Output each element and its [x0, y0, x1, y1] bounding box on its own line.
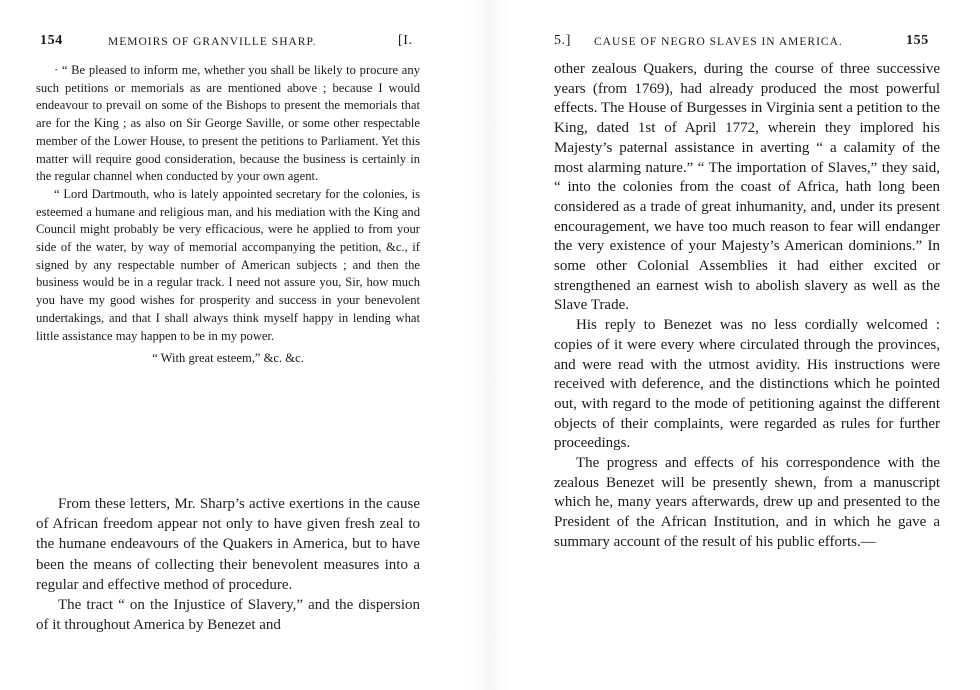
left-running-header	[36, 34, 424, 54]
body-paragraph: His reply to Benezet was no less cordially welcomed : copies of it were every where circulated through the provinces, and were read with the utmost avidity. His instructions were received with deference, and the distinctions which he pointed out, with regard to the mode of petitioning against the different objects of their complaints, were regarded as rules for further proceedings.	[554, 317, 940, 452]
body-paragraph: From these letters, Mr. Sharp’s active exertions in the cause of African freedom appear not only to have given fresh zeal to the humane endeavours of the Quakers in America, but to have been the means of collecting their benevolent measures into a regular and effective method of procedure.	[36, 496, 420, 593]
left-body-text	[36, 494, 420, 635]
right-section-mark: 5.]	[554, 33, 571, 48]
right-running-header	[554, 34, 942, 54]
right-running-title: CAUSE OF NEGRO SLAVES IN AMERICA.	[594, 36, 843, 48]
left-page-number: 154	[40, 33, 63, 48]
left-section-mark: [I.	[398, 33, 413, 48]
book-gutter	[470, 0, 510, 690]
right-body-text	[554, 60, 940, 553]
body-paragraph: The progress and effects of his correspondence with the zealous Benezet will be presently shewn, from a manuscript which he, many years afterwards, drew up and presented to the President of the African Institution, and in which he gave a summary account of the result of his public efforts.—	[554, 455, 940, 550]
body-paragraph: other zealous Quakers, during the course of three successive years (from 1769), had already produced the most powerful effects. The House of Burgesses in Virginia sent a petition to the King, dated 1st of April 1772, wherein they implored his Majesty’s paternal assistance in averting “ a calamity of the most alarming nature.” “ The importation of Slaves,” they said, “ into the colonies from the coast of Africa, hath long been considered as a trade of great inhumanity, and, under its present encouragement, we have too much reason to fear will endanger the very existence of your Majesty’s American dominions.” In some other Colonial Assemblies it had either excited or strengthened an earnest wish to abolish slavery as well as the Slave Trade.	[554, 61, 940, 314]
letter-closing: “ With great esteem,” &c. &c.	[152, 351, 304, 366]
right-page-number: 155	[906, 33, 929, 48]
quoted-letter	[36, 62, 420, 368]
left-page	[36, 0, 424, 690]
body-paragraph: The tract “ on the Injustice of Slavery,” and the dispersion of it throughout America by Benezet and	[36, 597, 420, 634]
letter-paragraph: “ Lord Dartmouth, who is lately appointed secretary for the colonies, is esteemed a humane and religious man, and his mediation with the King and Council might probably be very efficacious, were he applied to from your side of the water, by way of memorial accompanying the petition, &c., if signed by any respectable number of American subjects ; and then the business would be in a regular track. I need not assure you, Sir, how much you have my good wishes for prosperity and success in your benevolent undertakings, and that I shall always think myself happy in lending what little assistance may happen to be in my power.	[36, 186, 420, 343]
right-page	[554, 0, 942, 690]
left-running-title: MEMOIRS OF GRANVILLE SHARP.	[108, 36, 317, 48]
letter-paragraph: · “ Be pleased to inform me, whether you shall be likely to procure any such petitions or memorials as are mentioned above ; because I would endeavour to prevail on some of the Bishops to present the memorials that are for the King ; as also on Sir George Saville, or some other respectable member of the Lower House, to present the petitions to Parliament. Yet this matter will require good consideration, because the business is certainly in the regular channel when conducted by your own agent.	[36, 63, 420, 184]
